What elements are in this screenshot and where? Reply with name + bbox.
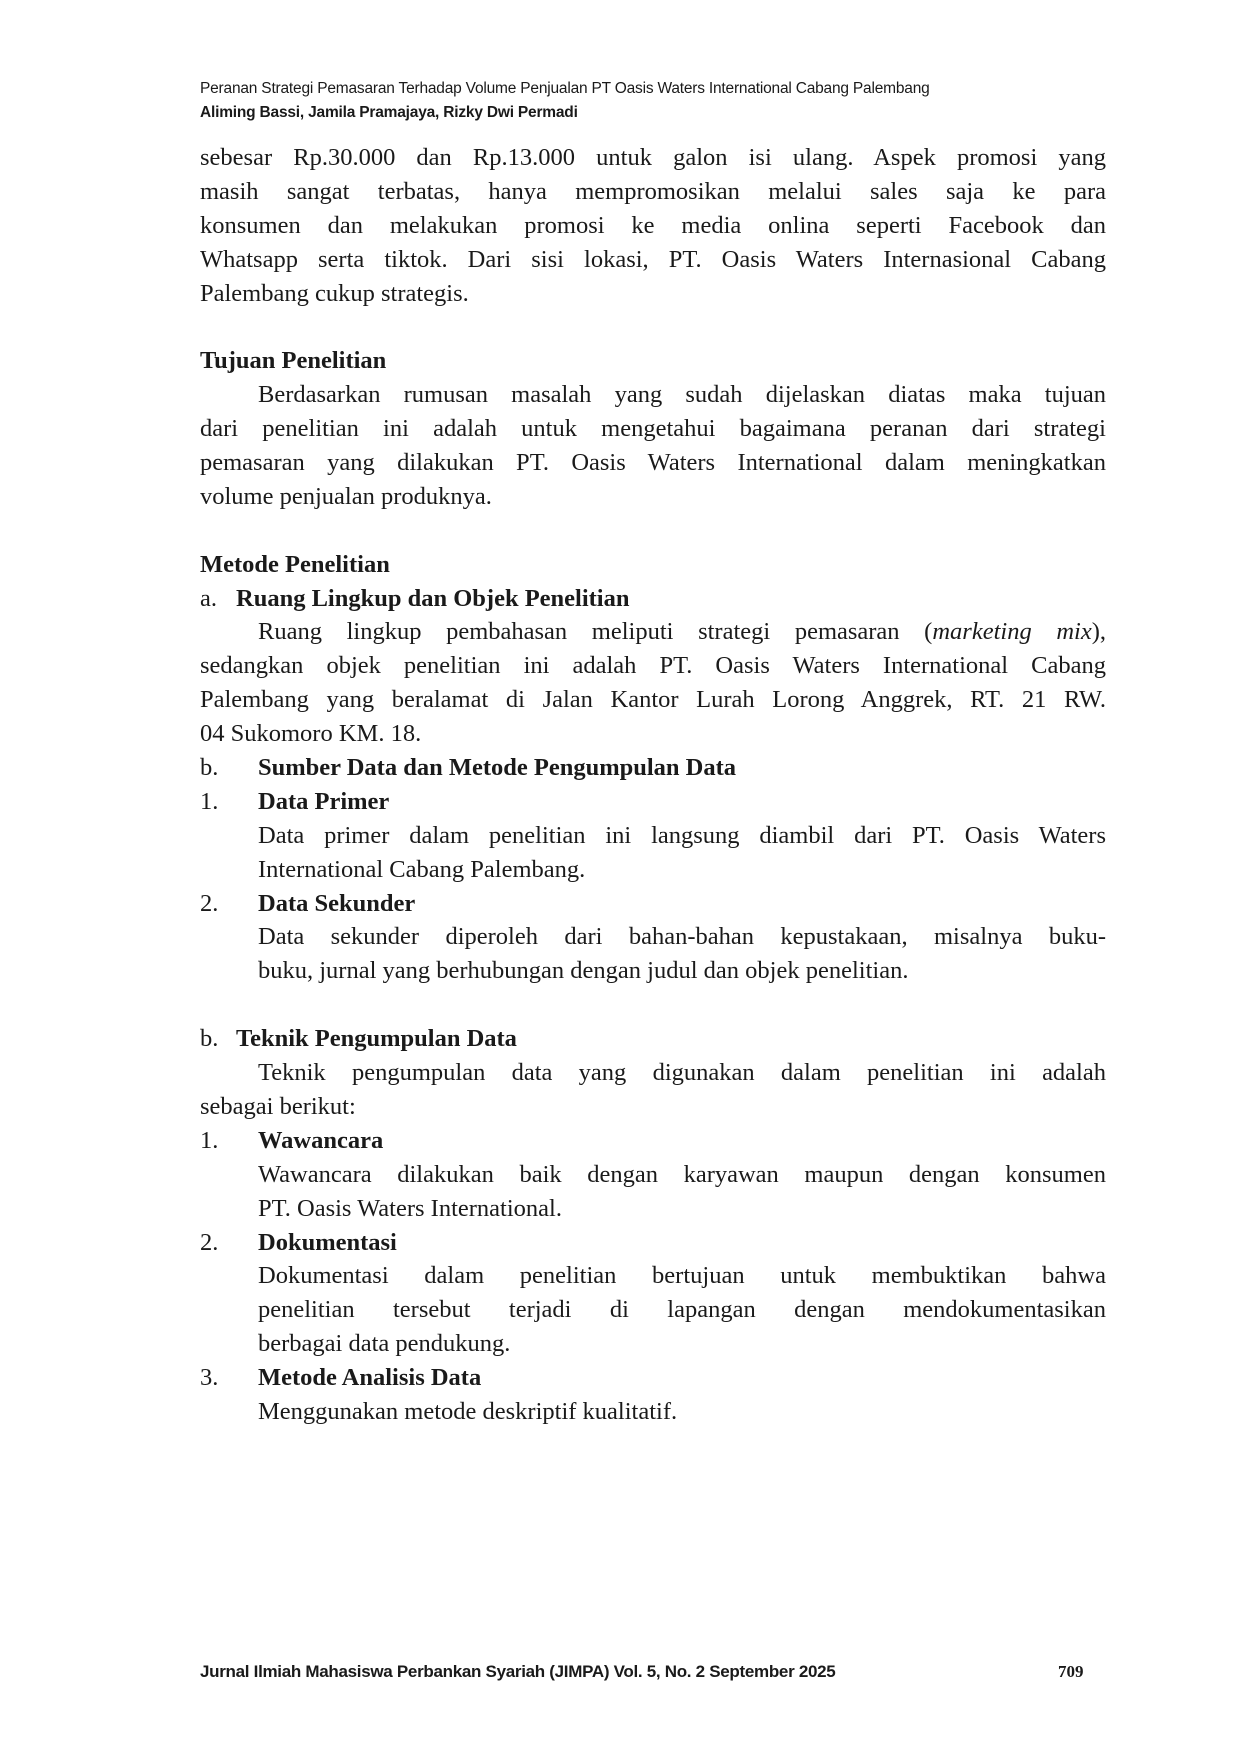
paragraph-line: dari penelitian ini adalah untuk mengetahui bagaimana peranan dari strategi bbox=[200, 415, 1106, 443]
paragraph-line: penelitian tersebut terjadi di lapangan dengan mendokumentasikan bbox=[258, 1296, 1106, 1324]
paragraph-line: sebagai berikut: bbox=[200, 1092, 356, 1120]
section-heading-tujuan: Tujuan Penelitian bbox=[200, 347, 387, 375]
list-marker: 1. bbox=[200, 787, 219, 815]
paragraph-line: buku, jurnal yang berhubungan dengan judul dan objek penelitian. bbox=[258, 957, 909, 985]
paragraph-line: Palembang yang beralamat di Jalan Kantor Lurah Lorong Anggrek, RT. 21 RW. bbox=[200, 686, 1106, 714]
list-item-title: Dokumentasi bbox=[258, 1228, 397, 1256]
paragraph-line: Dokumentasi dalam penelitian bertujuan untuk membuktikan bahwa bbox=[258, 1262, 1106, 1290]
paragraph-line: sebesar Rp.30.000 dan Rp.13.000 untuk galon isi ulang. Aspek promosi yang bbox=[200, 144, 1106, 171]
list-marker: b. bbox=[200, 1025, 219, 1053]
list-item-title: Data Sekunder bbox=[258, 889, 416, 917]
list-marker: 2. bbox=[200, 1228, 219, 1256]
footer-journal: Jurnal Ilmiah Mahasiswa Perbankan Syariah (JIMPA) Vol. 5, No. 2 September 2025 bbox=[200, 1662, 836, 1681]
list-item-title: Data Primer bbox=[258, 787, 390, 815]
subheading-a bbox=[200, 582, 1106, 616]
subheading-title: Sumber Data dan Metode Pengumpulan Data bbox=[258, 754, 737, 782]
paragraph-line: masih sangat terbatas, hanya mempromosikan melalui sales saja ke para bbox=[200, 177, 1106, 205]
list-marker: 2. bbox=[200, 889, 219, 917]
paragraph-line: sedangkan objek penelitian ini adalah PT. Oasis Waters International Cabang bbox=[200, 652, 1106, 680]
text-segment: Ruang lingkup pembahasan meliputi strategi pemasaran ( bbox=[258, 618, 933, 646]
list-item-title: Wawancara bbox=[258, 1126, 384, 1154]
subheading-teknik bbox=[200, 1022, 1106, 1056]
paragraph-line: Data sekunder diperoleh dari bahan-bahan kepustakaan, misalnya buku- bbox=[258, 923, 1106, 951]
paragraph-line: Berdasarkan rumusan masalah yang sudah dijelaskan diatas maka tujuan bbox=[258, 381, 1106, 409]
italic-term: marketing mix bbox=[932, 618, 1092, 646]
paragraph-line: Wawancara dilakukan baik dengan karyawan maupun dengan konsumen bbox=[258, 1160, 1106, 1188]
page-number: 709 bbox=[1058, 1662, 1084, 1681]
text-segment: ), bbox=[1091, 618, 1106, 646]
section-heading-metode: Metode Penelitian bbox=[200, 550, 390, 578]
paragraph-line bbox=[200, 615, 1106, 649]
paragraph-line: berbagai data pendukung. bbox=[258, 1330, 511, 1358]
paragraph-line: PT. Oasis Waters International. bbox=[258, 1194, 562, 1222]
paragraph-line: International Cabang Palembang. bbox=[258, 855, 586, 883]
subheading-b bbox=[200, 751, 1106, 785]
list-item-title: Metode Analisis Data bbox=[258, 1364, 482, 1392]
body-text bbox=[200, 141, 1106, 1429]
list-marker: 1. bbox=[200, 1126, 219, 1154]
subheading-title: Ruang Lingkup dan Objek Penelitian bbox=[236, 584, 630, 612]
list-marker: a. bbox=[200, 584, 217, 612]
running-header-authors: Aliming Bassi, Jamila Pramajaya, Rizky Dwi Permadi bbox=[200, 104, 578, 121]
running-header-title: Peranan Strategi Pemasaran Terhadap Volume Penjualan PT Oasis Waters International Cabang Palembang bbox=[200, 80, 930, 97]
list-marker: b. bbox=[200, 754, 219, 782]
paragraph-line: Palembang cukup strategis. bbox=[200, 279, 469, 307]
paragraph-line: Whatsapp serta tiktok. Dari sisi lokasi, PT. Oasis Waters Internasional Cabang bbox=[200, 245, 1106, 273]
paragraph-line: volume penjualan produknya. bbox=[200, 482, 492, 510]
paragraph-line: pemasaran yang dilakukan PT. Oasis Waters International dalam meningkatkan bbox=[200, 449, 1106, 477]
paragraph-line: Teknik pengumpulan data yang digunakan dalam penelitian ini adalah bbox=[258, 1059, 1106, 1087]
subheading-title: Teknik Pengumpulan Data bbox=[236, 1025, 517, 1053]
paragraph-line: konsumen dan melakukan promosi ke media onlina seperti Facebook dan bbox=[200, 211, 1106, 239]
paragraph-line: Data primer dalam penelitian ini langsung diambil dari PT. Oasis Waters bbox=[258, 821, 1106, 849]
paragraph-line: 04 Sukomoro KM. 18. bbox=[200, 720, 422, 748]
list-marker: 3. bbox=[200, 1364, 219, 1392]
paragraph-line: Menggunakan metode deskriptif kualitatif. bbox=[258, 1397, 678, 1425]
